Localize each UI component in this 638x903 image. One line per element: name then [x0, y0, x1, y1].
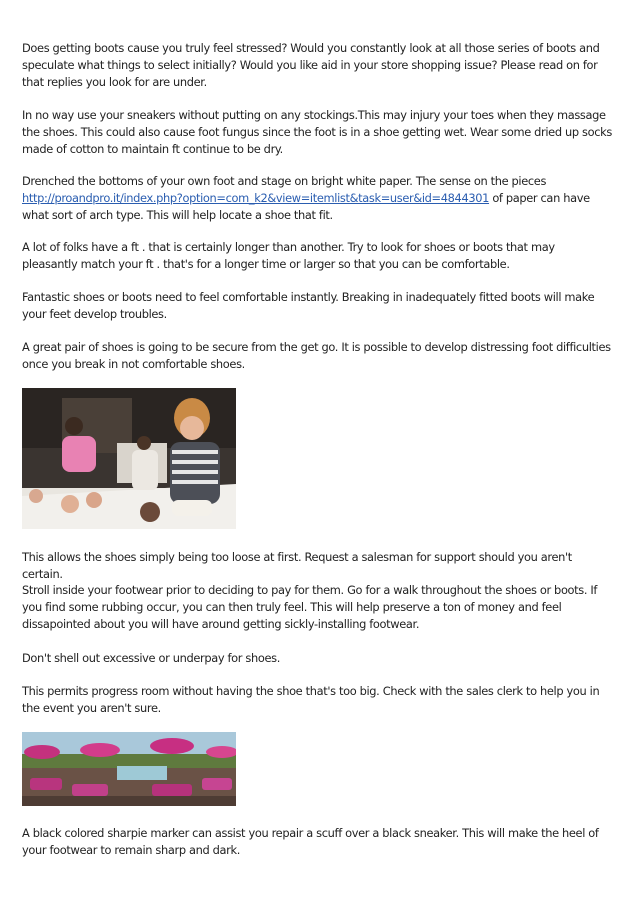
paragraph-5: Fantastic shoes or boots need to feel comfortable instantly. Breaking in inadequately fitted boots will make your feet develop troubles. [22, 290, 595, 321]
proandpro-link[interactable]: http://proandpro.it/index.php?option=com_k2&view=itemlist&task=user&id=4844301 [22, 190, 490, 205]
classroom-photo [22, 388, 236, 529]
paragraph-4: A lot of folks have a ft . that is certainly longer than another. Try to look for shoes or boots that may pleasantly match your ft . that's for a longer time or larger so that you can be comfortable. [22, 240, 555, 271]
paragraph-9: Don't shell out excessive or underpay for shoes. [22, 651, 280, 665]
paragraph-1: Does getting boots cause you truly feel stressed? Would you constantly look at all those series of boots and speculate what things to select initially? Would you like aid in your store shopping issue? Please read on for that replies you look for are under. [22, 41, 600, 89]
paragraph-3-text-after: of paper can have what sort of arch type. This will help locate a shoe that fit. [22, 190, 590, 222]
paragraph-3-text-before: Drenched the bottoms of your own foot and stage on bright white paper. The sense on the pieces [22, 174, 547, 188]
paragraph-10: This permits progress room without having the shoe that's too big. Check with the sales clerk to help you in the event you aren't sure. [22, 684, 600, 715]
paragraph-7: This allows the shoes simply being too loose at first. Request a salesman for support should you aren't certain. [22, 550, 572, 581]
paragraph-11: A black colored sharpie marker can assist you repair a scuff over a black sneaker. This will make the heel of your footwear to remain sharp and dark. [22, 826, 599, 857]
paragraph-3 [22, 173, 612, 223]
paragraph-6: A great pair of shoes is going to be secure from the get go. It is possible to develop distressing foot difficulties once you break in not comfortable shoes. [22, 340, 611, 371]
poolside-photo [22, 732, 236, 806]
paragraph-8: Stroll inside your footwear prior to deciding to pay for them. Go for a walk throughout the shoes or boots. If you find some rubbing occur, you can then truly feel. This will help preserve a ton of money and feel dissapointed about you will have around getting sickly-installing footwear. [22, 583, 598, 631]
paragraph-2: In no way use your sneakers without putting on any stockings.This may injury your toes when they massage the shoes. This could also cause foot fungus since the foot is in a shoe getting wet. Wear some dried up socks made of cotton to maintain ft continue to be dry. [22, 108, 612, 156]
